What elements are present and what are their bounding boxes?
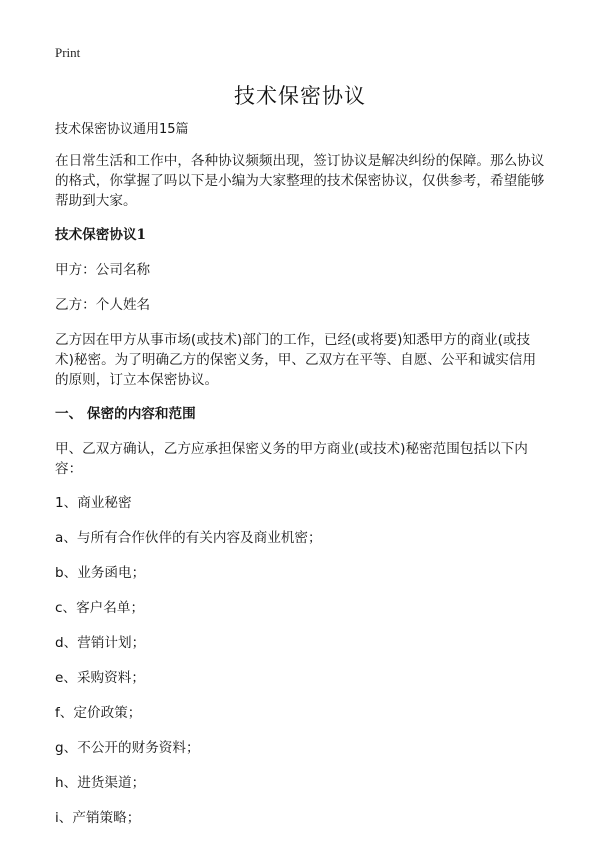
preamble-paragraph: 乙方因在甲方从事市场(或技术)部门的工作，已经(或将要)知悉甲方的商业(或技术)秘密。为了明确乙方的保密义务，甲、乙双方在平等、自愿、公平和诚实信用的原则，订立本保密协议。 — [55, 332, 537, 388]
party-b-line: 乙方：个人姓名 — [55, 297, 151, 313]
print-link[interactable]: Print — [55, 45, 81, 60]
document-title: 技术保密协议 — [234, 84, 366, 108]
list-item: e、采购资料； — [55, 670, 145, 686]
list-item: g、不公开的财务资料； — [55, 740, 200, 756]
intro-paragraph: 在日常生活和工作中，各种协议频频出现，签订协议是解决纠纷的保障。那么协议的格式，你掌握了吗以下是小编为大家整理的技术保密协议，仅供参考，希望能够帮助到大家。 — [55, 153, 545, 209]
list-item: a、与所有合作伙伴的有关内容及商业机密； — [55, 530, 322, 546]
clause-heading: 一、 保密的内容和范围 — [55, 406, 196, 422]
party-a-line: 甲方：公司名称 — [55, 262, 151, 278]
list-item: f、定价政策； — [55, 705, 142, 721]
list-item: i、产销策略； — [55, 810, 141, 826]
section-heading: 技术保密协议1 — [55, 227, 147, 243]
list-heading-commercial-secrets: 1、商业秘密 — [55, 495, 132, 511]
list-item: b、业务函电； — [55, 565, 146, 581]
clause-text: 甲、乙双方确认，乙方应承担保密义务的甲方商业(或技术)秘密范围包括以下内容： — [55, 441, 528, 477]
list-item: d、营销计划； — [55, 635, 146, 651]
list-item: h、进货渠道； — [55, 775, 146, 791]
list-item: c、客户名单； — [55, 600, 145, 616]
document-body — [55, 120, 547, 843]
document-subtitle: 技术保密协议通用15篇 — [55, 122, 189, 137]
